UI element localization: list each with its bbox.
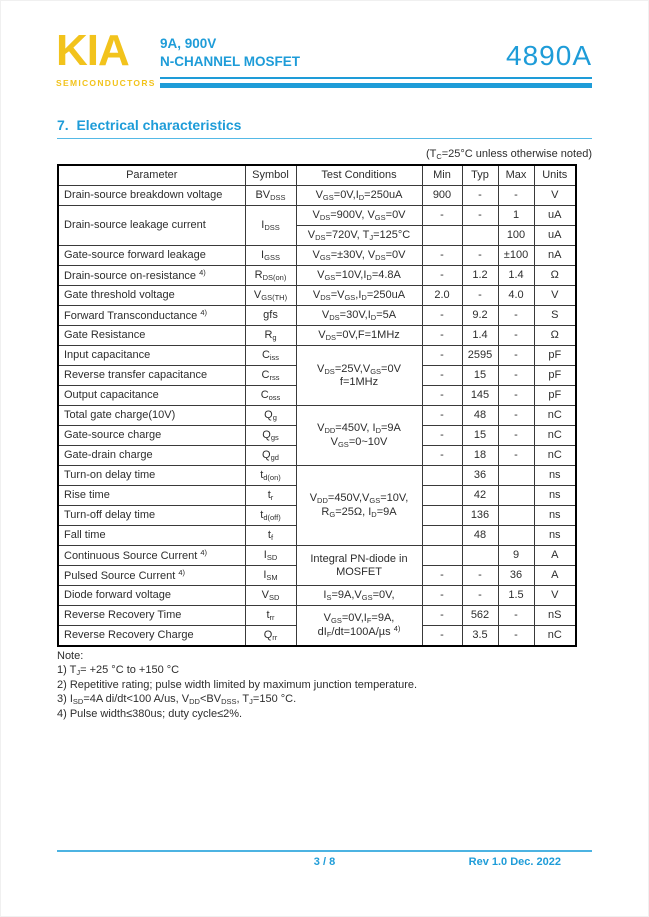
table-cell: $Q_g$ bbox=[245, 406, 296, 426]
table-cell: - bbox=[422, 366, 462, 386]
table-cell: - bbox=[498, 326, 534, 346]
table-cell: A bbox=[534, 546, 576, 566]
table-header-row bbox=[58, 165, 576, 186]
table-cell: 15 bbox=[462, 366, 498, 386]
header-rule-thin bbox=[160, 77, 592, 79]
table-cell: Reverse Recovery Charge bbox=[58, 626, 245, 647]
table-cell: 136 bbox=[462, 506, 498, 526]
table-row bbox=[58, 586, 576, 606]
table-cell: Turn-off delay time bbox=[58, 506, 245, 526]
table-cell: $V_{DS}=30V,I_D=5A$ bbox=[296, 306, 422, 326]
test-condition-note: ($T_C=25^\circ C$ unless otherwise noted) bbox=[425, 148, 592, 161]
table-cell: $V_{GS}=0V,I_D=250uA$ bbox=[296, 186, 422, 206]
table-cell: - bbox=[422, 446, 462, 466]
column-header: Test Conditions bbox=[296, 165, 422, 186]
device-summary bbox=[160, 35, 300, 71]
note-line: 4) Pulse width≤380us; duty cycle≤2%. bbox=[57, 708, 243, 720]
table-cell: $Q_{gd}$ bbox=[245, 446, 296, 466]
table-cell: nC bbox=[534, 626, 576, 647]
table-row bbox=[58, 246, 576, 266]
note-line: Note: bbox=[57, 650, 84, 662]
table-cell: nC bbox=[534, 426, 576, 446]
table-cell: - bbox=[422, 266, 462, 286]
table-cell bbox=[422, 546, 462, 566]
table-cell: - bbox=[462, 186, 498, 206]
table-cell: $t_{rr}$ bbox=[245, 606, 296, 626]
table-cell: 2.0 bbox=[422, 286, 462, 306]
table-cell: - bbox=[422, 246, 462, 266]
table-cell: $I_{SD}$ bbox=[245, 546, 296, 566]
table-cell: Integral PN-diode in MOSFET bbox=[296, 546, 422, 586]
table-cell: - bbox=[462, 586, 498, 606]
column-header: Typ bbox=[462, 165, 498, 186]
table-cell: $I_{SM}$ bbox=[245, 566, 296, 586]
brand-logo bbox=[56, 28, 156, 88]
table-cell: uA bbox=[534, 206, 576, 226]
table-cell: V bbox=[534, 186, 576, 206]
column-header: Parameter bbox=[58, 165, 245, 186]
table-cell: nC bbox=[534, 406, 576, 426]
table-cell: pF bbox=[534, 386, 576, 406]
table-cell bbox=[462, 546, 498, 566]
table-cell: nA bbox=[534, 246, 576, 266]
table-cell: 1.4 bbox=[498, 266, 534, 286]
table-cell: - bbox=[498, 386, 534, 406]
table-cell: Diode forward voltage bbox=[58, 586, 245, 606]
table-cell: ns bbox=[534, 506, 576, 526]
table-row bbox=[58, 606, 576, 626]
table-cell: - bbox=[422, 386, 462, 406]
table-cell bbox=[498, 486, 534, 506]
revision-label: Rev 1.0 Dec. 2022 bbox=[468, 856, 561, 868]
table-cell bbox=[498, 526, 534, 546]
table-cell: $V_{DS}=900V$, $V_{GS}=0V$ bbox=[296, 206, 422, 226]
table-cell: ns bbox=[534, 526, 576, 546]
table-cell: - bbox=[498, 626, 534, 647]
table-cell: ns bbox=[534, 486, 576, 506]
table-cell: $C_{oss}$ bbox=[245, 386, 296, 406]
table-cell: 900 bbox=[422, 186, 462, 206]
table-cell: Ω bbox=[534, 326, 576, 346]
table-cell: $t_{d(on)}$ bbox=[245, 466, 296, 486]
note-line: 2) Repetitive rating; pulse width limited by maximum junction temperature. bbox=[57, 679, 418, 691]
table-cell: 3.5 bbox=[462, 626, 498, 647]
table-cell: $V_{DS}=0V,F=1MHz$ bbox=[296, 326, 422, 346]
table-cell: A bbox=[534, 566, 576, 586]
table-cell: 36 bbox=[498, 566, 534, 586]
table-cell: 48 bbox=[462, 406, 498, 426]
logo-wordmark: KIA bbox=[56, 26, 129, 75]
table-cell: $I_{GSS}$ bbox=[245, 246, 296, 266]
table-cell: 2595 bbox=[462, 346, 498, 366]
table-cell bbox=[422, 506, 462, 526]
table-cell: Drain-source on-resistance $^{4)}$ bbox=[58, 266, 245, 286]
table-cell: 1.5 bbox=[498, 586, 534, 606]
device-type: N-CHANNEL MOSFET bbox=[160, 54, 300, 69]
table-row bbox=[58, 466, 576, 486]
table-cell: 145 bbox=[462, 386, 498, 406]
part-number: 4890A bbox=[506, 40, 592, 71]
table-cell: Input capacitance bbox=[58, 346, 245, 366]
table-cell: Forward Transconductance $^{4)}$ bbox=[58, 306, 245, 326]
table-cell: $V_{DS}=720V$, $T_J=125^\circ C$ bbox=[296, 226, 422, 246]
section-title: 7. Electrical characteristics bbox=[57, 117, 242, 133]
table-cell: 100 bbox=[498, 226, 534, 246]
table-cell: - bbox=[422, 586, 462, 606]
note-line: 3) $I_{SD}=4A$ di/dt<100 A/us, $V_{DD}<BV_{DSS}$, $T_J=150$ °C. bbox=[57, 692, 297, 706]
table-cell: Pulsed Source Current $^{4)}$ bbox=[58, 566, 245, 586]
table-cell: 9 bbox=[498, 546, 534, 566]
table-cell: nC bbox=[534, 446, 576, 466]
table-cell: Gate threshold voltage bbox=[58, 286, 245, 306]
table-cell bbox=[462, 226, 498, 246]
notes-block bbox=[57, 650, 575, 722]
table-cell: Fall time bbox=[58, 526, 245, 546]
table-cell: Gate-source charge bbox=[58, 426, 245, 446]
table-cell: - bbox=[422, 606, 462, 626]
table-cell bbox=[498, 506, 534, 526]
table-cell: $I_{DSS}$ bbox=[245, 206, 296, 246]
table-cell: ±100 bbox=[498, 246, 534, 266]
table-cell: 36 bbox=[462, 466, 498, 486]
table-cell: $C_{iss}$ bbox=[245, 346, 296, 366]
table-cell: Rise time bbox=[58, 486, 245, 506]
table-cell bbox=[422, 226, 462, 246]
table-cell: - bbox=[462, 246, 498, 266]
table-cell: Reverse transfer capacitance bbox=[58, 366, 245, 386]
electrical-characteristics-table bbox=[57, 164, 577, 647]
table-cell: - bbox=[422, 206, 462, 226]
table-cell: V bbox=[534, 586, 576, 606]
table-cell: $Q_{rr}$ bbox=[245, 626, 296, 647]
table-cell: nS bbox=[534, 606, 576, 626]
table-cell: $V_{DD}=450V$, $I_D=9A$ $V_{GS}=0\sim 10V$ bbox=[296, 406, 422, 466]
table-cell: - bbox=[498, 366, 534, 386]
table-cell: 9.2 bbox=[462, 306, 498, 326]
table-row bbox=[58, 546, 576, 566]
table-cell: $BV_{DSS}$ bbox=[245, 186, 296, 206]
table-cell: 4.0 bbox=[498, 286, 534, 306]
table-cell: - bbox=[462, 566, 498, 586]
table-cell: ns bbox=[534, 466, 576, 486]
table-cell: $V_{GS}=\pm 30V$, $V_{DS}=0V$ bbox=[296, 246, 422, 266]
table-cell: - bbox=[498, 426, 534, 446]
note-line: 1) $T_J= +25$ °C to +150 °C bbox=[57, 663, 180, 677]
table-cell: Drain-source breakdown voltage bbox=[58, 186, 245, 206]
table-cell: Output capacitance bbox=[58, 386, 245, 406]
table-cell: pF bbox=[534, 346, 576, 366]
logo-subtext: SEMICONDUCTORS bbox=[56, 78, 156, 88]
table-cell: 42 bbox=[462, 486, 498, 506]
column-header: Units bbox=[534, 165, 576, 186]
table-cell: - bbox=[422, 326, 462, 346]
table-cell: $t_{d(off)}$ bbox=[245, 506, 296, 526]
table-cell: Gate-drain charge bbox=[58, 446, 245, 466]
table-cell: - bbox=[498, 186, 534, 206]
table-cell: 562 bbox=[462, 606, 498, 626]
table-cell: 1.2 bbox=[462, 266, 498, 286]
table-cell: $I_S=9A,V_{GS}=0V$, bbox=[296, 586, 422, 606]
table-cell: - bbox=[498, 606, 534, 626]
table-cell: $V_{GS}=10V,I_D=4.8A$ bbox=[296, 266, 422, 286]
page-indicator: 3 / 8 bbox=[313, 856, 336, 868]
table-cell: V bbox=[534, 286, 576, 306]
table-cell: - bbox=[422, 306, 462, 326]
column-header: Symbol bbox=[245, 165, 296, 186]
table-cell: Total gate charge(10V) bbox=[58, 406, 245, 426]
table-cell: - bbox=[462, 206, 498, 226]
table-cell bbox=[422, 486, 462, 506]
table-cell bbox=[498, 466, 534, 486]
table-cell: Drain-source leakage current bbox=[58, 206, 245, 246]
table-row bbox=[58, 406, 576, 426]
footer-rule bbox=[57, 850, 592, 852]
table-cell: - bbox=[462, 286, 498, 306]
table-cell: Gate Resistance bbox=[58, 326, 245, 346]
table-cell: - bbox=[422, 626, 462, 647]
table-row bbox=[58, 326, 576, 346]
table-cell: $V_{GS}=0V,I_F=9A$, $dI_F/dt=100A/\mu s$ $^{4)}$ bbox=[296, 606, 422, 647]
table-cell: Gate-source forward leakage bbox=[58, 246, 245, 266]
column-header: Min bbox=[422, 165, 462, 186]
table-cell: - bbox=[422, 346, 462, 366]
table-cell: $R_g$ bbox=[245, 326, 296, 346]
table-cell: Continuous Source Current $^{4)}$ bbox=[58, 546, 245, 566]
table-row bbox=[58, 206, 576, 226]
table-cell bbox=[422, 466, 462, 486]
table-cell: $V_{SD}$ bbox=[245, 586, 296, 606]
table-cell: - bbox=[498, 406, 534, 426]
table-cell: gfs bbox=[245, 306, 296, 326]
table-row bbox=[58, 266, 576, 286]
table-cell: $C_{rss}$ bbox=[245, 366, 296, 386]
table-row bbox=[58, 286, 576, 306]
table-cell: 18 bbox=[462, 446, 498, 466]
table-cell: pF bbox=[534, 366, 576, 386]
table-cell: $t_r$ bbox=[245, 486, 296, 506]
table-cell: - bbox=[422, 426, 462, 446]
table-cell: 48 bbox=[462, 526, 498, 546]
electrical-characteristics-block bbox=[57, 164, 575, 722]
table-cell: $V_{GS(TH)}$ bbox=[245, 286, 296, 306]
table-cell: 1 bbox=[498, 206, 534, 226]
table-cell: - bbox=[422, 406, 462, 426]
column-header: Max bbox=[498, 165, 534, 186]
table-cell: S bbox=[534, 306, 576, 326]
table-cell: uA bbox=[534, 226, 576, 246]
table-cell: - bbox=[498, 346, 534, 366]
header-rule-thick bbox=[160, 83, 592, 88]
table-cell: Ω bbox=[534, 266, 576, 286]
table-cell: Reverse Recovery Time bbox=[58, 606, 245, 626]
table-cell: $R_{DS(on)}$ bbox=[245, 266, 296, 286]
table-cell: Turn-on delay time bbox=[58, 466, 245, 486]
table-cell: $Q_{gs}$ bbox=[245, 426, 296, 446]
table-cell: 15 bbox=[462, 426, 498, 446]
table-cell: $V_{DS}=V_{GS},I_D=250uA$ bbox=[296, 286, 422, 306]
table-cell bbox=[422, 526, 462, 546]
table-cell: $V_{DD}=450V,V_{GS}=10V$, $R_G=25\Omega$, $I_D=9A$ bbox=[296, 466, 422, 546]
table-row bbox=[58, 186, 576, 206]
table-row bbox=[58, 346, 576, 366]
table-cell: - bbox=[422, 566, 462, 586]
table-row bbox=[58, 306, 576, 326]
device-rating: 9A, 900V bbox=[160, 36, 217, 51]
table-cell: $t_f$ bbox=[245, 526, 296, 546]
table-cell: - bbox=[498, 306, 534, 326]
table-cell: 1.4 bbox=[462, 326, 498, 346]
table-cell: $V_{DS}=25V,V_{GS}=0V$ f=1MHz bbox=[296, 346, 422, 406]
table-cell: - bbox=[498, 446, 534, 466]
section-underline bbox=[57, 138, 592, 139]
